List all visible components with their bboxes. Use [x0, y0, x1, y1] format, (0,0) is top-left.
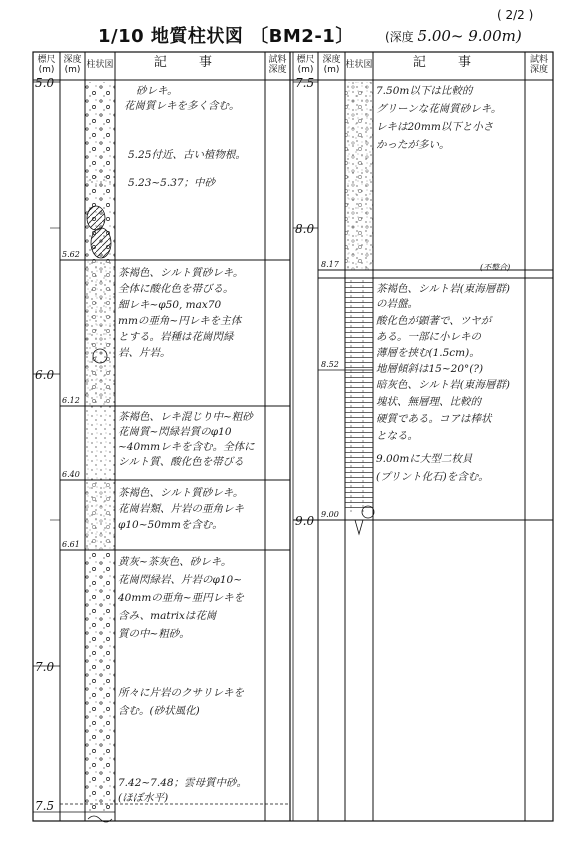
header-description: 記 事: [153, 55, 227, 70]
unconformity-label: (不整合): [480, 263, 511, 272]
note-line: 全体に酸化色を帯びる。: [118, 283, 234, 295]
note-line: 7.42~7.48；雲母質中砂。: [118, 777, 248, 789]
header-scale-right: 標尺 (m): [296, 55, 315, 75]
header-sample-right: 試料 深度: [529, 55, 548, 75]
note-line: シルト質、酸化色を帯びる: [118, 456, 244, 468]
note-line: 5.25付近、古い植物根。: [128, 149, 246, 161]
boundary-depth: 6.12: [62, 396, 80, 405]
note-line: 岩、片岩。: [118, 347, 171, 359]
note-line-right: 塊状、無層理、比較的: [376, 396, 481, 408]
scale-tick-right: 8.0: [295, 222, 315, 236]
note-line: 茶褐色、レキ混じり中~粗砂: [118, 411, 253, 423]
note-line-right: となる。: [376, 430, 418, 442]
scale-tick: 6.0: [35, 368, 55, 382]
note-line: 茶褐色、シルト質砂レキ。: [118, 267, 244, 279]
note-line: 含む。(砂状風化): [118, 705, 200, 717]
boundary-depth: 6.61: [62, 540, 80, 549]
note-line: φ10~50mmを含む。: [118, 519, 223, 531]
note-line: 茶褐色、シルト質砂レキ。: [118, 487, 244, 499]
header-description-right: 記 事: [412, 55, 486, 70]
note-line: 5.23~5.37；中砂: [128, 177, 216, 189]
note-line: 所々に片岩のクサリレキを: [118, 687, 244, 699]
note-line-right: 茶褐色、シルト岩(東海層群): [376, 283, 510, 295]
scale-tick: 7.5: [35, 799, 55, 813]
boundary-depth: 5.62: [62, 250, 80, 259]
note-line-right: グリーンな花崗質砂レキ。: [376, 103, 502, 115]
boundary-depth-right: 8.17: [321, 260, 339, 269]
note-line-right: 9.00mに大型二枚貝: [376, 453, 473, 465]
header-column: 柱状図: [86, 60, 114, 70]
note-line-right: レキは20mm以下と小さ: [376, 121, 494, 133]
note-line: 砂レキ。: [136, 85, 178, 97]
note-line-right: 暗灰色、シルト岩(東海層群): [376, 379, 510, 391]
scale-tick: 5.0: [35, 76, 55, 90]
header-scale: 標尺 (m): [37, 55, 56, 75]
note-line: (ほぼ水平): [118, 792, 169, 804]
note-line-right: 硬質である。コアは棒状: [376, 413, 492, 425]
header-column-right: 柱状図: [345, 60, 373, 70]
note-line: 質の中~粗砂。: [118, 628, 190, 640]
scale-tick: 7.0: [35, 660, 55, 674]
boundary-depth-right: 9.00: [321, 510, 339, 519]
depth-range-label: (深度: [385, 30, 414, 44]
note-line: とする。岩種は花崗閃緑: [118, 331, 234, 343]
boundary-depth-right: 8.52: [321, 360, 339, 369]
depth-range-value: 5.00~ 9.00m): [417, 27, 522, 45]
page-number: ( 2/2 ): [497, 8, 534, 22]
note-line-right: 酸化色が顕著で、ツヤが: [376, 315, 492, 327]
boundary-depth: 6.40: [62, 470, 80, 479]
note-line: 花崗質レキを多く含む。: [124, 100, 240, 112]
note-line: 含み、matrixは花崗: [118, 610, 217, 622]
header-sample: 試料 深度: [268, 55, 287, 75]
header-depth-right: 深度 (m): [322, 55, 341, 75]
header-depth: 深度 (m): [63, 55, 82, 75]
scale-tick-right: 9.0: [295, 514, 315, 528]
note-line-right: かったが多い。: [376, 139, 450, 151]
note-line-right: 7.50m以下は比較的: [376, 85, 473, 97]
note-line: 細レキ~φ50, max70: [118, 299, 222, 311]
note-line: 40mmの亜角~亜円レキを: [118, 592, 245, 604]
note-line: 黄灰~茶灰色、砂レキ。: [118, 556, 232, 568]
note-line: mmの亜角~円レキを主体: [118, 315, 242, 327]
page-title: 1/10 地質柱状図 〔BM2-1〕: [98, 26, 354, 47]
note-line-right: の岩盤。: [376, 298, 418, 310]
note-line: 花崗閃緑岩、片岩のφ10~: [118, 574, 243, 586]
scale-tick-right: 7.5: [295, 76, 315, 90]
note-line: ~40mmレキを含む。全体に: [118, 441, 255, 453]
note-line-right: (プリント化石)を含む。: [376, 471, 489, 483]
note-line-right: 薄層を挟む(1.5cm)。: [376, 347, 480, 359]
note-line: 花崗質~閃緑岩質のφ10: [118, 426, 232, 438]
note-line-right: 地層傾斜は15~20°(?): [376, 363, 484, 375]
note-line-right: ある。一部に小レキの: [376, 331, 481, 343]
note-line: 花崗岩類、片岩の亜角レキ: [118, 503, 244, 515]
